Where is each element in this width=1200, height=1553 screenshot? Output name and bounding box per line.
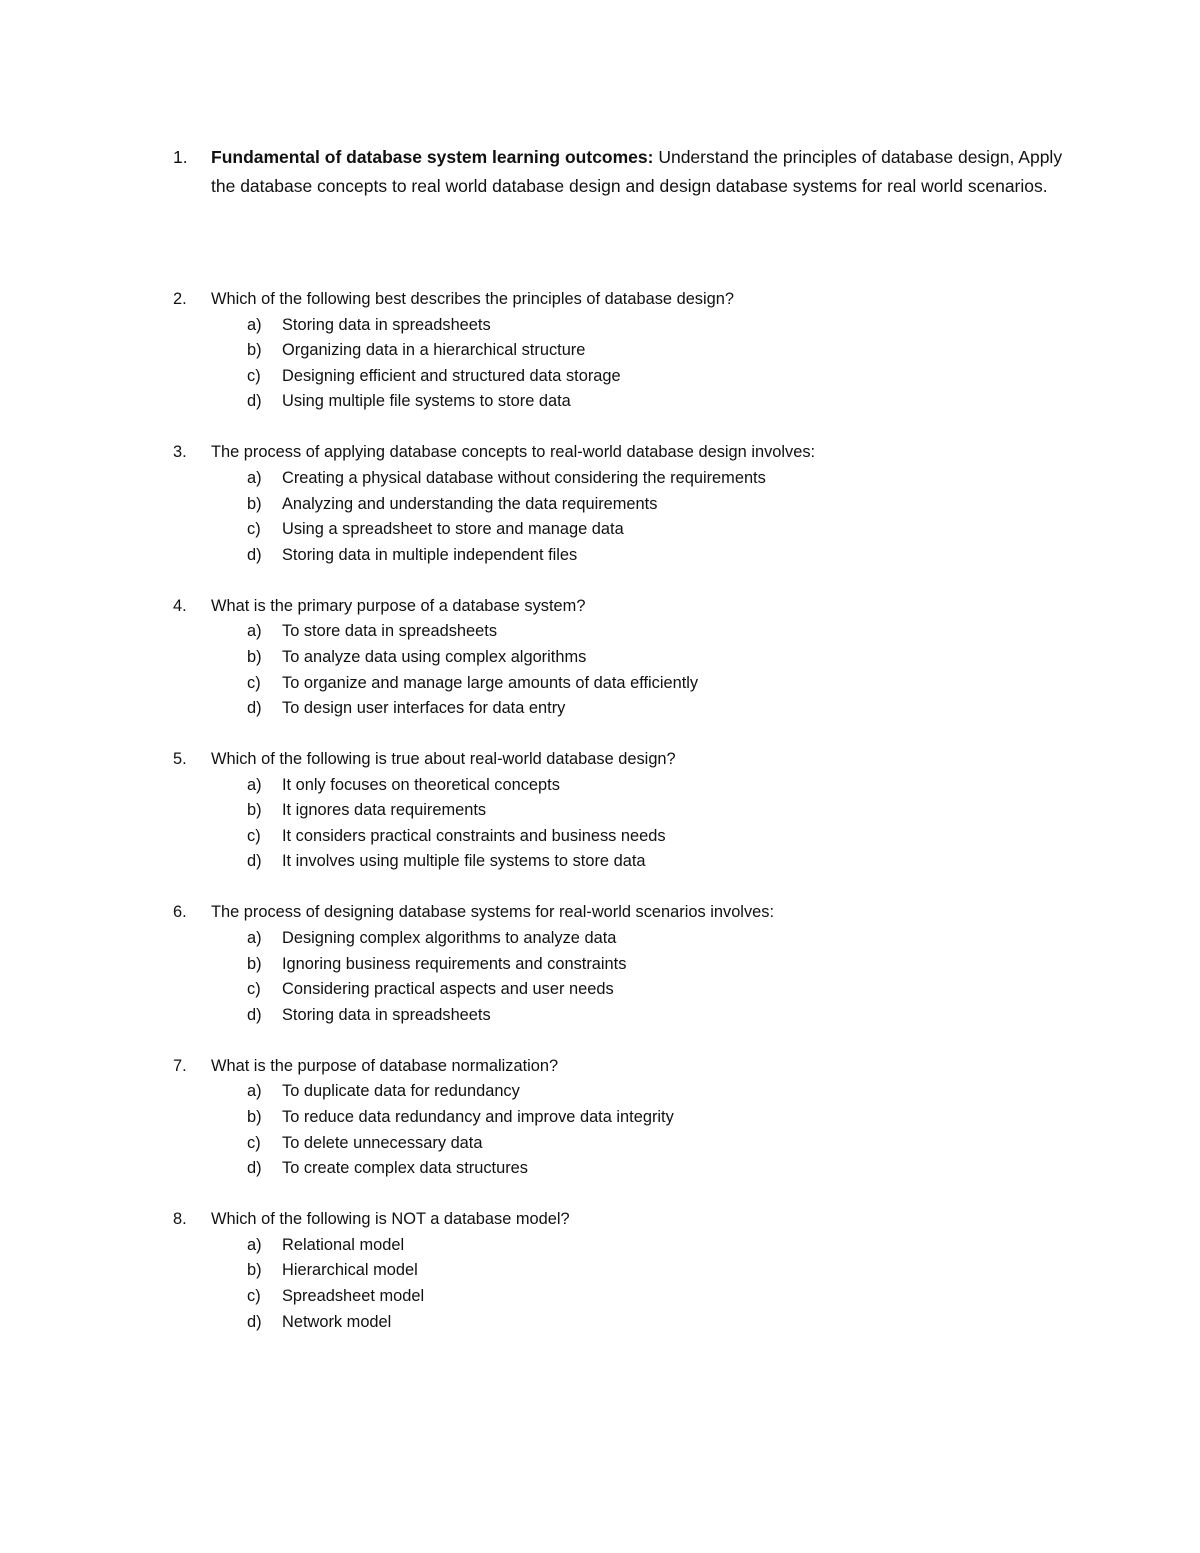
answer-option — [173, 1079, 1073, 1105]
answer-option — [173, 338, 1073, 364]
option-text: It considers practical constraints and business needs — [282, 826, 666, 845]
option-text: Spreadsheet model — [282, 1286, 425, 1305]
option-letter: b) — [247, 647, 262, 666]
option-text: To organize and manage large amounts of data efficiently — [282, 673, 699, 692]
option-letter: b) — [247, 494, 262, 513]
option-text: Designing efficient and structured data storage — [282, 366, 621, 385]
answer-option — [173, 1258, 1073, 1284]
answer-option — [173, 466, 1073, 492]
option-text: Using multiple file systems to store data — [282, 392, 571, 411]
option-letter: c) — [247, 826, 261, 845]
answer-option — [173, 517, 1073, 543]
option-text: Organizing data in a hierarchical structure — [282, 341, 586, 360]
option-letter: c) — [247, 673, 261, 692]
question-block — [173, 900, 1073, 1028]
option-letter: d) — [247, 545, 262, 564]
answer-option — [173, 773, 1073, 799]
option-letter: d) — [247, 1312, 262, 1331]
option-text: Analyzing and understanding the data requirements — [282, 494, 658, 513]
option-text: To delete unnecessary data — [282, 1133, 483, 1152]
answer-option — [173, 926, 1073, 952]
answer-option — [173, 619, 1073, 645]
question-block — [173, 1054, 1073, 1182]
answer-option — [173, 1003, 1073, 1029]
option-text: To store data in spreadsheets — [282, 622, 498, 641]
option-letter: a) — [247, 775, 262, 794]
option-letter: b) — [247, 801, 262, 820]
answer-option — [173, 543, 1073, 569]
question-block — [173, 747, 1073, 875]
option-letter: c) — [247, 1286, 261, 1305]
option-text: Storing data in spreadsheets — [282, 315, 491, 334]
answer-option — [173, 696, 1073, 722]
question-line — [173, 1207, 1073, 1233]
option-letter: c) — [247, 520, 261, 539]
question-block — [173, 594, 1073, 722]
option-text: To analyze data using complex algorithms — [282, 647, 587, 666]
option-text: It only focuses on theoretical concepts — [282, 775, 560, 794]
answer-option — [173, 313, 1073, 339]
option-letter: b) — [247, 1261, 262, 1280]
option-text: It involves using multiple file systems to store data — [282, 852, 646, 871]
answer-option — [173, 1105, 1073, 1131]
option-letter: d) — [247, 699, 262, 718]
option-letter: c) — [247, 1133, 261, 1152]
option-text: Hierarchical model — [282, 1261, 418, 1280]
question-number: 4. — [173, 596, 187, 615]
question-text: Which of the following is NOT a database model? — [211, 1210, 570, 1229]
question-block — [173, 440, 1073, 568]
question-text: What is the primary purpose of a database system? — [211, 596, 586, 615]
question-number: 6. — [173, 903, 187, 922]
answer-option — [173, 364, 1073, 390]
answer-option — [173, 389, 1073, 415]
option-letter: d) — [247, 1159, 262, 1178]
option-letter: d) — [247, 392, 262, 411]
option-text: Creating a physical database without considering the requirements — [282, 468, 766, 487]
question-line — [173, 287, 1073, 313]
answer-option — [173, 492, 1073, 518]
answer-option — [173, 1284, 1073, 1310]
question-block — [173, 287, 1073, 415]
option-text: Storing data in multiple independent files — [282, 545, 578, 564]
learning-outcomes-text — [211, 143, 1071, 200]
option-text: Considering practical aspects and user needs — [282, 980, 614, 999]
option-letter: a) — [247, 468, 262, 487]
option-letter: d) — [247, 852, 262, 871]
question-line — [173, 440, 1073, 466]
question-number: 7. — [173, 1056, 187, 1075]
option-text: Relational model — [282, 1235, 405, 1254]
answer-option — [173, 952, 1073, 978]
answer-option — [173, 977, 1073, 1003]
question-number: 8. — [173, 1210, 187, 1229]
answer-option — [173, 1233, 1073, 1259]
answer-option — [173, 849, 1073, 875]
option-letter: a) — [247, 929, 262, 948]
option-text: Designing complex algorithms to analyze data — [282, 929, 617, 948]
question-line — [173, 900, 1073, 926]
option-letter: b) — [247, 954, 262, 973]
question-number: 5. — [173, 750, 187, 769]
option-letter: c) — [247, 980, 261, 999]
answer-option — [173, 798, 1073, 824]
option-text: Network model — [282, 1312, 392, 1331]
option-text: Ignoring business requirements and constraints — [282, 954, 627, 973]
option-letter: a) — [247, 1082, 262, 1101]
option-letter: a) — [247, 1235, 262, 1254]
learning-outcomes-item — [173, 143, 1073, 200]
option-letter: b) — [247, 1107, 262, 1126]
option-text: To duplicate data for redundancy — [282, 1082, 520, 1101]
question-line — [173, 594, 1073, 620]
option-letter: b) — [247, 341, 262, 360]
question-text: The process of applying database concepts to real-world database design involves: — [211, 443, 816, 462]
option-text: To create complex data structures — [282, 1159, 528, 1178]
answer-option — [173, 824, 1073, 850]
option-text: It ignores data requirements — [282, 801, 487, 820]
option-letter: a) — [247, 315, 262, 334]
answer-option — [173, 671, 1073, 697]
question-text: The process of designing database systems for real-world scenarios involves: — [211, 903, 775, 922]
question-line — [173, 747, 1073, 773]
learning-outcomes-body: Understand the principles of database design, Apply the database concepts to real world database design and design database systems for real world scenarios. — [211, 147, 1063, 196]
question-text: What is the purpose of database normalization? — [211, 1056, 559, 1075]
option-letter: c) — [247, 366, 261, 385]
option-letter: a) — [247, 622, 262, 641]
option-letter: d) — [247, 1005, 262, 1024]
question-number: 3. — [173, 443, 187, 462]
answer-option — [173, 1131, 1073, 1157]
answer-option — [173, 1156, 1073, 1182]
learning-outcomes-heading: Fundamental of database system learning outcomes: — [211, 147, 654, 167]
question-list — [173, 287, 1073, 1361]
question-text: Which of the following best describes the principles of database design? — [211, 290, 734, 308]
question-line — [173, 1054, 1073, 1080]
question-block — [173, 1207, 1073, 1335]
option-text: Storing data in spreadsheets — [282, 1005, 491, 1024]
option-text: Using a spreadsheet to store and manage data — [282, 520, 624, 539]
question-number: 2. — [173, 290, 187, 308]
answer-option — [173, 1310, 1073, 1336]
item-number: 1. — [173, 147, 188, 167]
question-text: Which of the following is true about real-world database design? — [211, 750, 676, 769]
answer-option — [173, 645, 1073, 671]
option-text: To reduce data redundancy and improve data integrity — [282, 1107, 674, 1126]
option-text: To design user interfaces for data entry — [282, 699, 566, 718]
